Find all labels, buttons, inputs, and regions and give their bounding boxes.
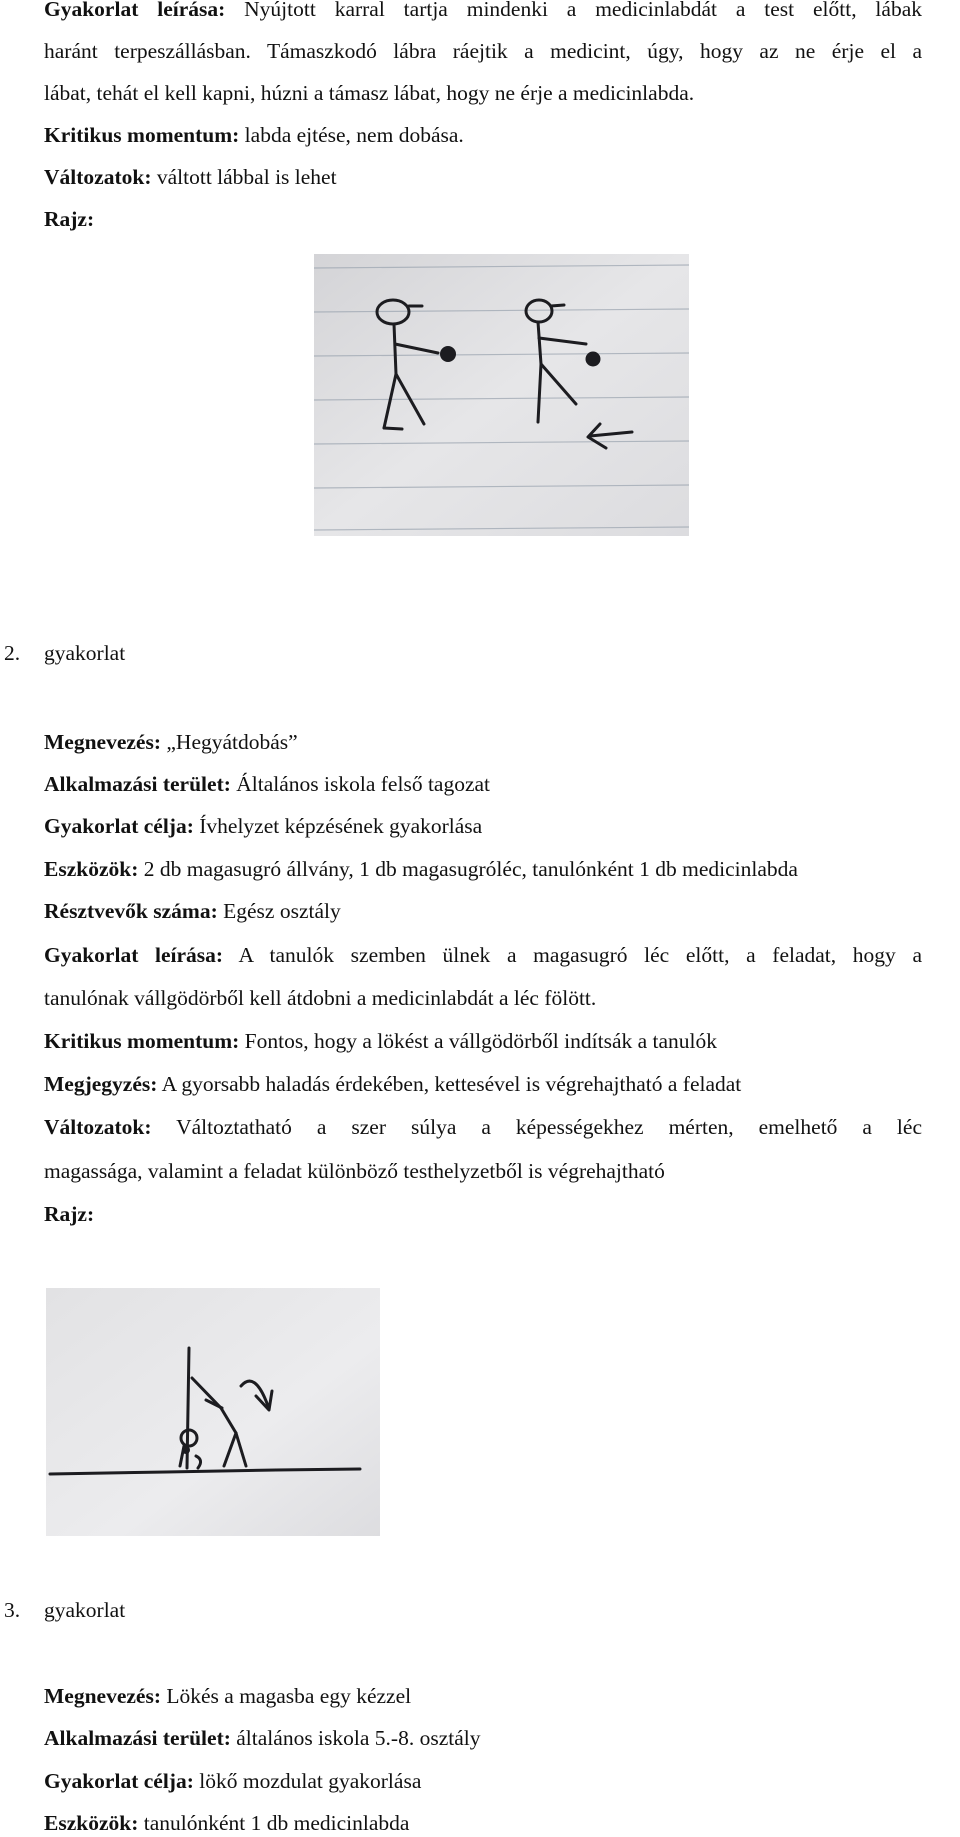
variations-label: Változatok: <box>44 165 152 189</box>
exercise2-heading: gyakorlat <box>44 641 126 665</box>
participants-label: Résztvevők száma: <box>44 899 218 923</box>
exercise2-variations-line2: magassága, valamint a feladat különböző testhelyzetből is végrehajtható <box>44 1159 665 1183</box>
exercise2-goal <box>44 813 922 839</box>
goal-label: Gyakorlat célja: <box>44 814 194 838</box>
equipment-label: Eszközök: <box>44 1811 139 1835</box>
participants-text: Egész osztály <box>223 899 341 923</box>
exercise3-heading: gyakorlat <box>44 1598 126 1622</box>
exercise2-variations-line1 <box>44 1114 922 1140</box>
description-text: Nyújtott karral tartja mindenki a medicinlabdát a test előtt, lábak <box>244 0 922 21</box>
exercise1-critical-moment <box>44 122 922 148</box>
exercise3-name <box>44 1683 922 1709</box>
critical-label: Kritikus momentum: <box>44 1029 240 1053</box>
application-area-text: általános iskola 5.-8. osztály <box>236 1726 481 1750</box>
exercise1-variations <box>44 164 922 190</box>
description-label: Gyakorlat leírása: <box>44 0 226 21</box>
application-area-label: Alkalmazási terület: <box>44 1726 231 1750</box>
exercise2-drawing-label: Rajz: <box>44 1202 95 1226</box>
variations-text: váltott lábbal is lehet <box>156 165 337 189</box>
exercise3-application-area <box>44 1725 922 1751</box>
exercise1-drawing-label: Rajz: <box>44 207 95 231</box>
exercise3-equipment <box>44 1810 922 1836</box>
variations-label: Változatok: <box>44 1115 152 1139</box>
exercise3-number: 3. <box>4 1598 21 1622</box>
equipment-text: tanulónként 1 db medicinlabda <box>143 1811 410 1835</box>
goal-text: Ívhelyzet képzésének gyakorlása <box>199 814 483 838</box>
goal-label: Gyakorlat célja: <box>44 1769 194 1793</box>
application-area-label: Alkalmazási terület: <box>44 772 231 796</box>
name-text: „Hegyátdobás” <box>166 730 298 754</box>
exercise3-goal <box>44 1768 922 1794</box>
description-text: A tanulók szemben ülnek a magasugró léc előtt, a feladat, hogy a <box>238 943 922 967</box>
note-text: A gyorsabb haladás érdekében, kettesével is végrehajtható a feladat <box>161 1072 742 1096</box>
exercise1-drawing <box>314 254 689 536</box>
exercise2-drawing <box>46 1288 380 1536</box>
critical-text: labda ejtése, nem dobása. <box>244 123 464 147</box>
application-area-text: Általános iskola felső tagozat <box>236 772 491 796</box>
exercise2-description-line2: tanulónak vállgödörből kell átdobni a medicinlabdát a léc fölött. <box>44 986 597 1010</box>
equipment-text: 2 db magasugró állvány, 1 db magasugróléc, tanulónként 1 db medicinlabda <box>143 857 798 881</box>
description-label: Gyakorlat leírása: <box>44 943 224 967</box>
name-label: Megnevezés: <box>44 730 161 754</box>
equipment-label: Eszközök: <box>44 857 139 881</box>
critical-label: Kritikus momentum: <box>44 123 240 147</box>
exercise1-description-line2: haránt terpeszállásban. Támaszkodó lábra ráejtik a medicint, úgy, hogy az ne érje el a <box>44 39 922 63</box>
critical-text: Fontos, hogy a lökést a vállgödörből indítsák a tanulók <box>244 1029 718 1053</box>
variations-text: Változtatható a szer súlya a képességekhez mérten, emelhető a léc <box>176 1115 922 1139</box>
exercise2-number: 2. <box>4 641 21 665</box>
exercise1-description-line1 <box>44 0 922 22</box>
note-label: Megjegyzés: <box>44 1072 158 1096</box>
exercise2-critical-moment <box>44 1028 922 1054</box>
name-label: Megnevezés: <box>44 1684 161 1708</box>
exercise2-application-area <box>44 771 922 797</box>
name-text: Lökés a magasba egy kézzel <box>166 1684 412 1708</box>
goal-text: lökő mozdulat gyakorlása <box>199 1769 422 1793</box>
exercise1-description-line3: lábat, tehát el kell kapni, húzni a támasz lábat, hogy ne érje a medicinlabda. <box>44 81 695 105</box>
exercise2-equipment <box>44 856 922 882</box>
exercise2-name <box>44 729 922 755</box>
exercise2-note <box>44 1071 922 1097</box>
exercise2-participants <box>44 898 922 924</box>
exercise2-description-line1 <box>44 942 922 968</box>
